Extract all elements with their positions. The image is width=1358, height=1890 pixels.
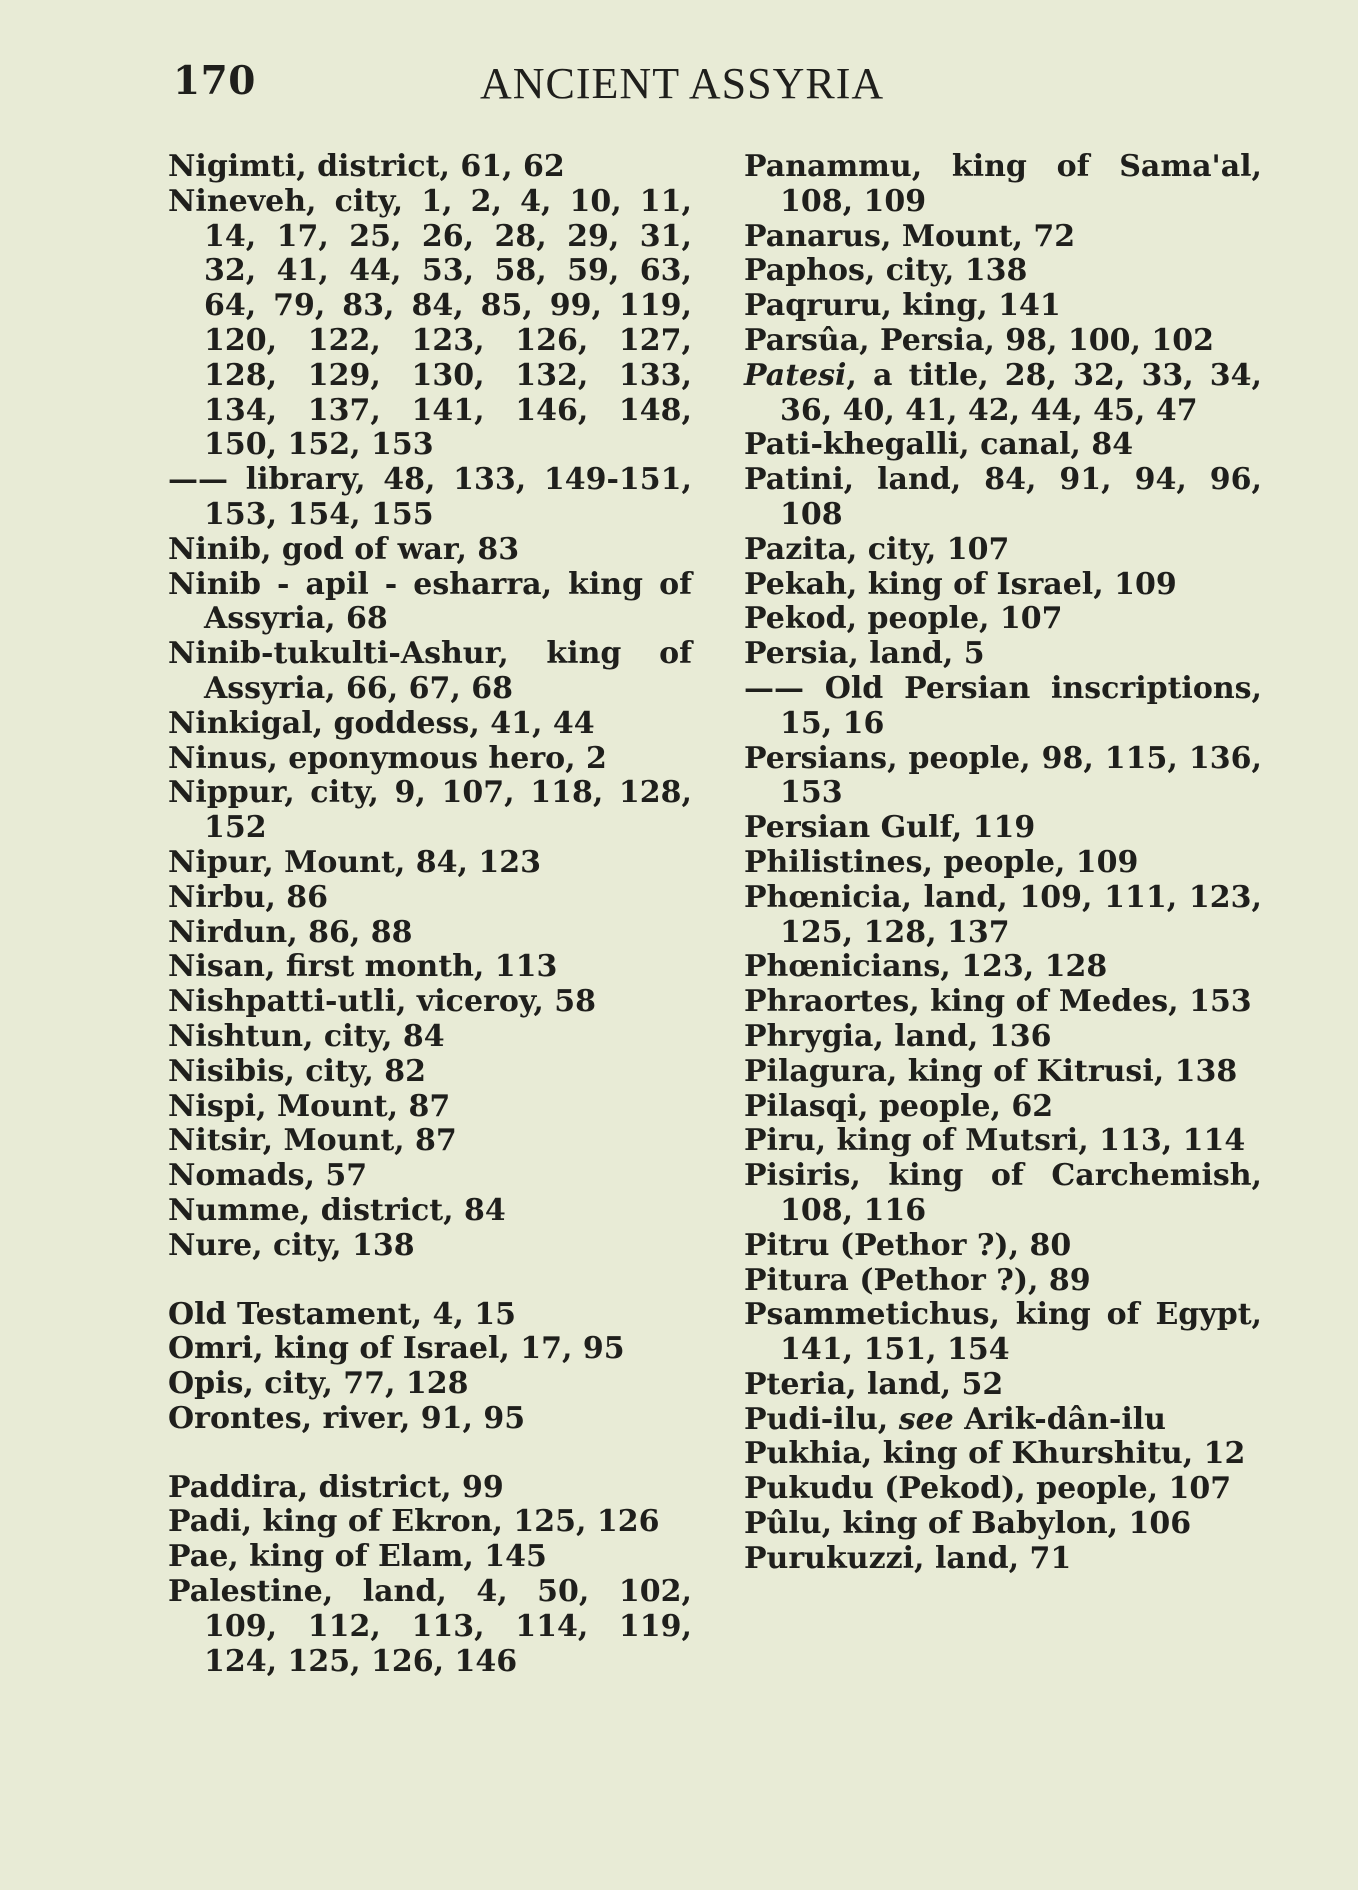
index-entry: Pitura (Pethor ?), 89: [744, 1262, 1091, 1298]
index-column-right: [744, 150, 1262, 1577]
index-entry: Philistines, people, 109: [744, 844, 1139, 880]
index-entry: Nomads, 57: [168, 1158, 368, 1194]
index-entry: Patini, land, 84, 91, 94, 96, 108: [744, 462, 1262, 532]
index-entry: Nippur, city, 9, 107, 118, 128, 152: [168, 775, 692, 846]
index-entry: Phœnicia, land, 109, 111, 123, 125, 128, 137: [744, 879, 1262, 950]
index-entry: Pukudu (Pekod), people, 107: [744, 1471, 1232, 1507]
index-entry-patesi: [744, 359, 1262, 429]
index-entry: Paphos, city, 138: [744, 253, 1028, 289]
index-entry: Piru, king of Mutsri, 113, 114: [744, 1123, 1246, 1159]
index-entry: Opis, city, 77, 128: [168, 1366, 469, 1402]
index-entry: Nipur, Mount, 84, 123: [168, 844, 541, 880]
index-subentry: —— library, 48, 133, 149-151, 153, 154, 155: [168, 462, 692, 532]
index-entry: Nure, city, 138: [168, 1227, 415, 1263]
index-entry: Phrygia, land, 136: [744, 1018, 1052, 1054]
index-entry: Nirdun, 86, 88: [168, 914, 413, 950]
index-entry: Nishpatti-utli, viceroy, 58: [168, 984, 597, 1020]
index-entry: Pazita, city, 107: [744, 531, 1010, 567]
index-entry: Ninib, god of war, 83: [168, 531, 520, 567]
index-entry: Old Testament, 4, 15: [168, 1296, 517, 1332]
index-entry-pudi-ilu: [744, 1403, 1262, 1438]
index-entry: Ninkigal, goddess, 41, 44: [168, 705, 595, 741]
page-number: 170: [173, 58, 256, 104]
index-entry: Padi, king of Ekron, 125, 126: [168, 1504, 660, 1540]
entry-rest: , a title, 28, 32, 33, 34, 36, 40, 41, 42, 44, 45, 47: [780, 357, 1262, 428]
index-entry: Pekah, king of Israel, 109: [744, 566, 1177, 602]
index-entry: Nineveh, city, 1, 2, 4, 10, 11, 14, 17, 25, 26, 28, 29, 31, 32, 41, 44, 53, 58, 59, 63, 64, 79, 83, 84, 85, 99, 119, 120, 122, 123, 126, 127, 128, 129, 130, 132, 133, 134, 137, 141, 146, 148, 150, 152, 153: [168, 183, 692, 463]
index-entry: Phœnicians, 123, 128: [744, 949, 1108, 985]
index-entry: Pilagura, king of Kitrusi, 138: [744, 1053, 1238, 1089]
index-entry: Nisibis, city, 82: [168, 1053, 426, 1089]
index-entry: Persian Gulf, 119: [744, 810, 1036, 846]
index-entry: Ninus, eponymous hero, 2: [168, 740, 607, 776]
index-entry: Paqruru, king, 141: [744, 288, 1061, 324]
index-entry: Pati-khegalli, canal, 84: [744, 427, 1134, 463]
index-entry: Paddira, district, 99: [168, 1469, 504, 1505]
entry-lead: Pudi-ilu,: [744, 1401, 899, 1437]
index-entry: Nispi, Mount, 87: [168, 1088, 451, 1124]
index-entry: Pilasqi, people, 62: [744, 1088, 1054, 1124]
index-entry: Nirbu, 86: [168, 879, 329, 915]
index-entry: Nigimti, district, 61, 62: [168, 149, 565, 184]
index-entry: Purukuzzi, land, 71: [744, 1540, 1072, 1576]
index-entry: Parsûa, Persia, 98, 100, 102: [744, 322, 1215, 358]
index-entry: Psammetichus, king of Egypt, 141, 151, 154: [744, 1297, 1262, 1368]
index-entry: Phraortes, king of Medes, 153: [744, 984, 1252, 1020]
index-entry: Pitru (Pethor ?), 80: [744, 1227, 1072, 1263]
index-entry: Pûlu, king of Babylon, 106: [744, 1506, 1192, 1542]
index-entry: Pae, king of Elam, 145: [168, 1539, 547, 1575]
index-entry: Pisiris, king of Carchemish, 108, 116: [744, 1158, 1262, 1228]
index-entry: Persia, land, 5: [744, 636, 985, 672]
index-entry: Numme, district, 84: [168, 1192, 506, 1228]
index-entry: Palestine, land, 4, 50, 102, 109, 112, 113, 114, 119, 124, 125, 126, 146: [168, 1574, 692, 1679]
index-entry: Nitsir, Mount, 87: [168, 1123, 457, 1159]
index-entry: Nisan, first month, 113: [168, 949, 558, 985]
index-entry: Pukhia, king of Khurshitu, 12: [744, 1436, 1246, 1472]
index-entry: Ninib - apil - esharra, king of Assyria, 68: [168, 566, 692, 637]
index-entry: Nishtun, city, 84: [168, 1018, 445, 1054]
running-title: ANCIENT ASSYRIA: [480, 59, 885, 108]
index-entry: Omri, king of Israel, 17, 95: [168, 1331, 625, 1367]
index-entry: Orontes, river, 91, 95: [168, 1400, 526, 1436]
index-column-left: [168, 150, 692, 1679]
italic-term: Patesi: [744, 357, 847, 393]
index-entry: Panarus, Mount, 72: [744, 218, 1076, 254]
index-entry: Persians, people, 98, 115, 136, 153: [744, 740, 1262, 811]
index-entry: Panammu, king of Sama'al, 108, 109: [744, 149, 1262, 219]
index-entry: Ninib-tukulti-Ashur, king of Assyria, 66, 67, 68: [168, 636, 692, 706]
index-entry: Pteria, land, 52: [744, 1366, 1004, 1402]
index-entry: Pekod, people, 107: [744, 601, 1063, 637]
entry-rest: Arik-dân-ilu: [953, 1401, 1166, 1437]
italic-see: see: [898, 1401, 954, 1437]
index-subentry: —— Old Persian inscriptions, 15, 16: [744, 670, 1262, 741]
